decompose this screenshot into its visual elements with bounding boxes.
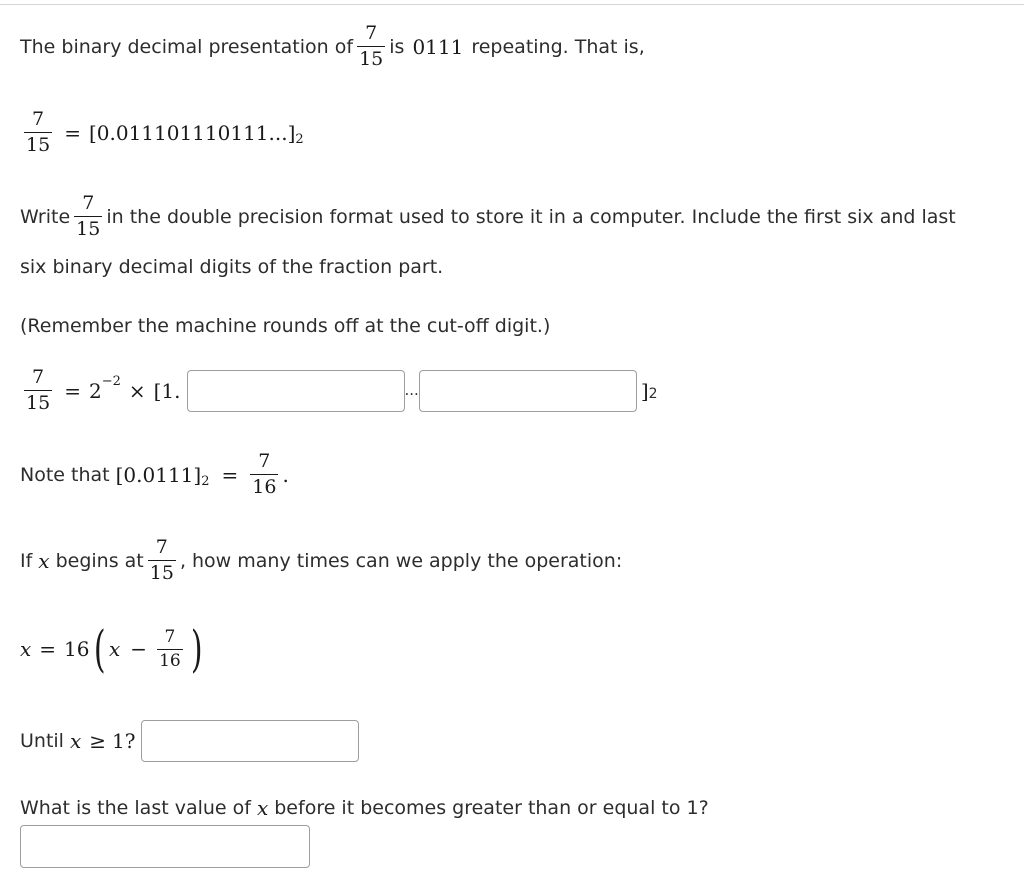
intro-fraction: $\frac{7}{15}$ [359,22,384,70]
until-value: 1? [112,729,136,753]
until-rel: ≥ [89,729,107,753]
intro-text-after: is [389,35,405,58]
binary-expansion-equation [20,110,304,155]
note-fraction: $\frac{7}{16}$ [252,450,277,498]
ifx-fraction: $\frac{7}{15}$ [149,536,174,584]
eq1-base: 2 [295,132,304,147]
last-value-var: x [256,796,269,820]
double-precision-equation [20,368,658,413]
note-value: [0.0111] [115,462,202,487]
intro-text-end: repeating. That is, [471,35,645,58]
first-six-digits-input[interactable] [187,370,405,412]
last-value-text-before: What is the last value of [20,797,251,819]
write-text-line1: in the double precision format used to store it in a computer. Include the first six and last [106,205,956,228]
eq2-equals: = [64,378,81,403]
write-instruction-line2 [20,256,443,278]
last-six-digits-input[interactable] [419,370,637,412]
eq1-equals: = [64,120,81,145]
intro-pattern: 0111 [412,34,464,59]
until-var: x [69,729,82,753]
eq2-fraction: $\frac{7}{15}$ [26,366,51,414]
write-instruction-line1 [20,194,956,239]
eq2-mantissa-start: [1. [153,378,181,403]
note-text: Note that [20,463,110,486]
write-text-before: Write [20,205,71,228]
if-x-line [20,538,622,583]
last-value-question [20,796,709,820]
op-left-paren: ( [93,620,106,678]
intro-line [20,24,645,69]
write-fraction: $\frac{7}{15}$ [76,192,101,240]
op-equals: = [39,637,57,661]
ifx-var: x [38,548,50,573]
eq2-close-bracket: ] [640,378,649,403]
note-base: 2 [201,474,210,489]
note-equals: = [221,462,239,487]
eq2-exponent: −2 [101,374,121,389]
top-divider [0,4,1024,5]
op-var: x [20,637,32,661]
op-minus: − [130,637,148,661]
iteration-count-input[interactable] [141,720,359,762]
op-inner-var: x [109,637,121,661]
ifx-text-begins: begins at [55,549,144,572]
op-fraction: $\frac{7}{16}$ [159,626,181,671]
op-right-paren: ) [190,620,203,678]
last-value-text-after: before it becomes greater than or equal to 1? [274,797,709,819]
op-coef: 16 [64,637,90,661]
eq2-ellipsis: ... [404,381,419,399]
ifx-text-after: , how many times can we apply the operation: [179,549,623,572]
last-value-input[interactable] [20,825,310,868]
remember-text: (Remember the machine rounds off at the cut-off digit.) [20,315,551,337]
eq2-times: × [128,378,146,403]
write-text-line2: six binary decimal digits of the fraction part. [20,256,444,278]
operation-equation [20,620,206,678]
ifx-text-if: If [20,549,33,572]
until-line [20,720,359,762]
note-period: . [282,462,289,487]
remember-note [20,315,550,337]
intro-text-before: The binary decimal presentation of [20,35,354,58]
eq2-close-base: 2 [648,385,658,402]
eq1-fraction: $\frac{7}{15}$ [26,108,51,156]
until-text: Until [20,730,64,752]
note-line [20,452,289,497]
eq2-base: 2 [88,378,102,403]
eq1-value: [0.011101110111...] [88,120,296,145]
